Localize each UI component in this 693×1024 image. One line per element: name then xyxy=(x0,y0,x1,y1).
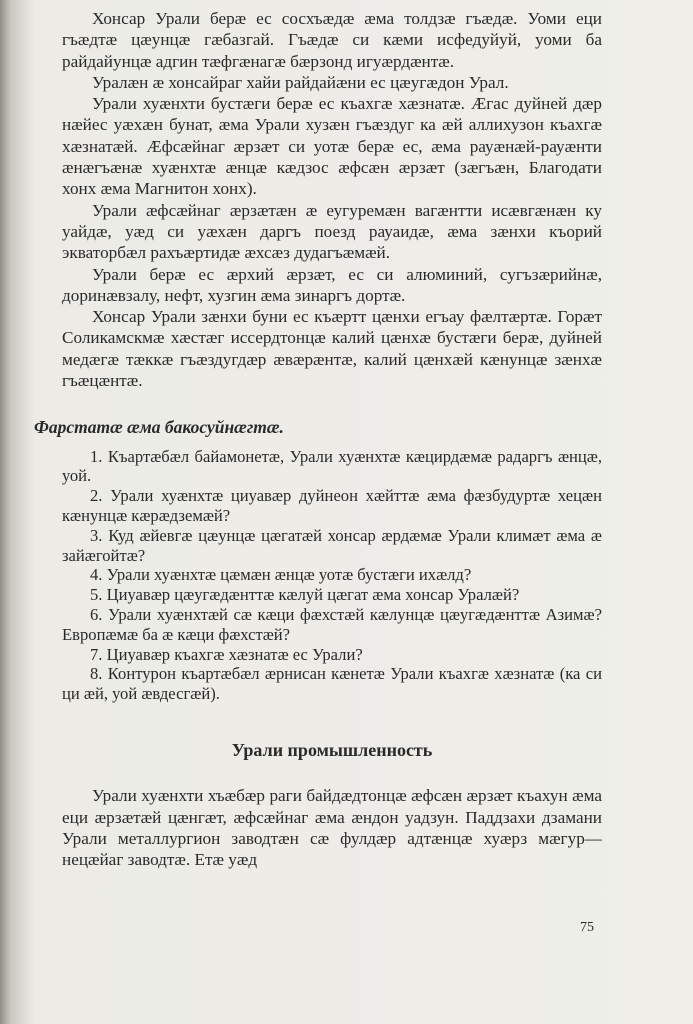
question-item: 3. Куд æйевгæ цæунцæ цæгатæй хонсар æрдæмæ Урали климæт æма æ зайæгойтæ? xyxy=(62,525,602,565)
paragraph-ore-list: Урали берæ ес æрхий æрзæт, ес си алюминий, сугъзæрийнæ, доринæвзалу, нефт, хузгин æма зинаргъ дортæ. xyxy=(62,264,602,305)
paragraph-ural-minerals: Урали хуæнхти бустæги берæ ес къахгæ хæзнатæ. Æгас дуйней дæр нæйес уæхæн бунат, æма Урали хузæн гъæздуг ка æй аллихузон къахгæ хæзнатæй. Æфсæйнаг æрзæт си уотæ берæ ес, æма рауæнæй-рауæнти æнæгъæнæ хуæнхтæ æнцæ кæдзос æфсæн æрзæт (зæгъæн, Благодати хонх æма Магнитон хонх). xyxy=(62,94,602,199)
page-content xyxy=(34,8,602,870)
paragraph-industry: Урали хуæнхти хъæбæр раги байдæдтонцæ æфсæн æрзæт къахун æма еци æрзæтæй цæнгæт, æфсæйнаг æма æндон уадзун. Паддзахи дзамани Урали металлургион заводтæн сæ фулдæр адтæнцæ хуæрз мæгур—нецæйаг заводтæ. Етæ уæд xyxy=(62,786,602,870)
questions-heading: Фарстатæ æма бакосуйнæгтæ. xyxy=(34,417,284,438)
question-item: 4. Урали хуæнхтæ цæмæн æнцæ уотæ бустæги ихæлд? xyxy=(90,565,472,585)
section-title: Урали промышленность xyxy=(231,740,433,760)
question-item: 5. Циуавæр цæугæдæнттæ кæлуй цæгат æма хонсар Уралæй? xyxy=(90,585,520,605)
questions-list xyxy=(62,447,602,704)
paragraph-ural-river: Уралæн æ хонсайраг хайи райдайæни ес цæугæдон Урал. xyxy=(92,72,509,92)
paragraph-south-ural-forests: Хонсар Урали берæ ес сосхъæдæ æма толдзæ гъæдæ. Уоми еци гъæдтæ цæунцæ гæбазгай. Гъæдæ си кæми исфедуйуй, уоми ба райдайунцæ адгин тæфгæнагæ бæрзонд игуæрдæнтæ. xyxy=(62,9,602,71)
question-item: 6. Урали хуæнхтæй сæ кæци фæхстæй кæлунцæ цæугæдæнттæ Азимæ? Европæмæ ба æ кæци фæхстæй? xyxy=(62,605,602,644)
question-item: 1. Къартæбæл байамонетæ, Урали хуæнхтæ кæцирдæмæ радаргъ æнцæ, уой. xyxy=(62,446,602,486)
paragraph-iron-ore-train: Урали æфсæйнаг æрзæтæн æ еугуремæн вагæнтти исæвгæнæн ку уайдæ, уæд си уæхæн даргъ поезд рауаидæ, æма зæнхи къорий экваторбæл рахъæртидæ æхсæз дудагъæмæй. xyxy=(62,200,602,263)
question-item: 7. Циуавæр къахгæ хæзнатæ ес Урали? xyxy=(90,644,363,664)
question-item: 8. Контурон къартæбæл æрнисан кæнетæ Урали къахгæ хæзнатæ (ка си ци æй, уой æвдесгæй). xyxy=(62,664,602,704)
paragraph-salt-deposits: Хонсар Урали зæнхи буни ес къæртт цæнхи егъау фæлтæртæ. Горæт Соликамскмæ хæстæг иссердтонцæ калий цæнхæ бустæги берæ, дуйней медæгæ тæккæ гъæздугдæр æвæрæнтæ, калий цæнхæй кæнунцæ зæнхæ гъæцæнтæ. xyxy=(62,307,602,391)
page-number: 75 xyxy=(580,920,594,935)
question-item: 2. Урали хуæнхтæ циуавæр дуйнеон хæйттæ æма фæзбудуртæ хецæн кæнунцæ кæрæдземæй? xyxy=(62,486,602,526)
